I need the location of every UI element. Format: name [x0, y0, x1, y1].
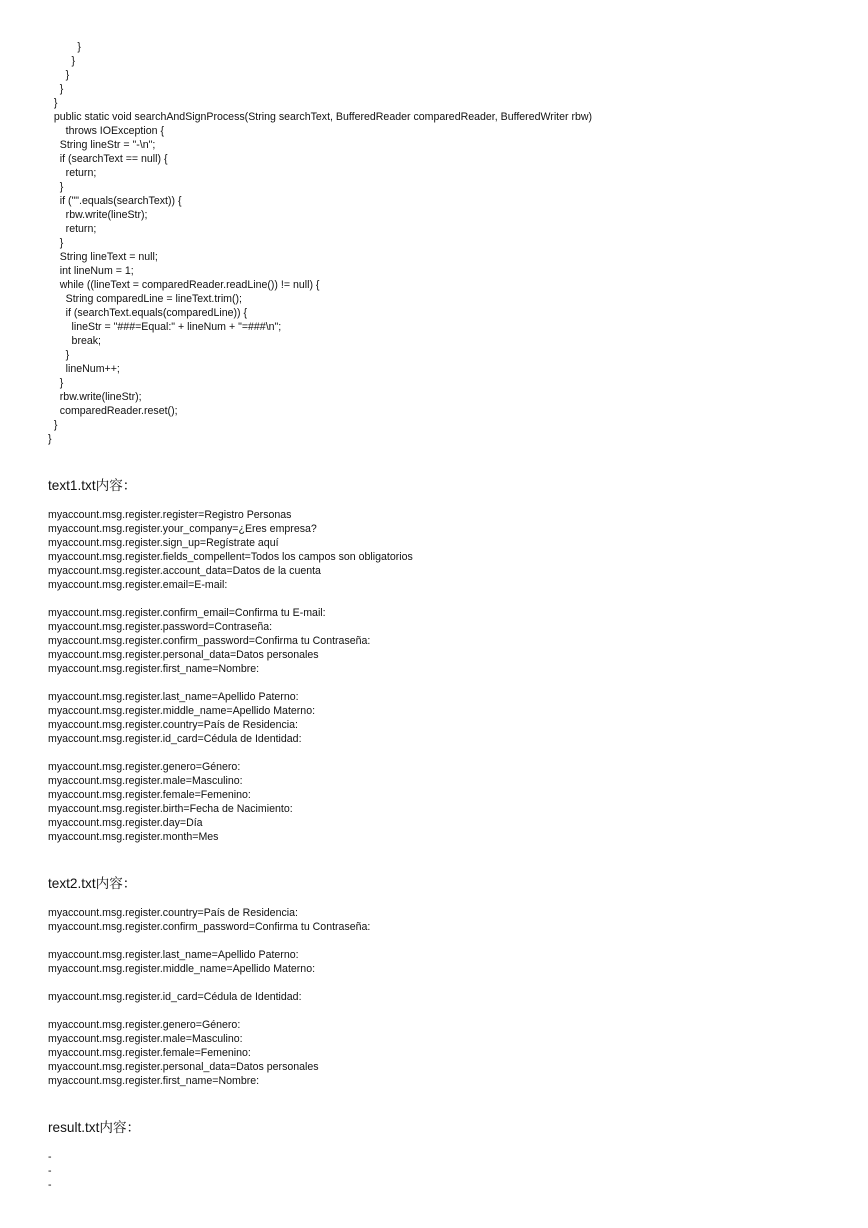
- code-line: public static void searchAndSignProcess(String searchText, BufferedReader comparedReader, BufferedWriter rbw): [48, 111, 593, 123]
- code-line: }: [48, 181, 64, 193]
- code-line: }: [48, 83, 64, 95]
- property-line: -: [48, 1165, 52, 1177]
- code-line: rbw.write(lineStr);: [48, 209, 148, 221]
- code-line: }: [48, 97, 58, 109]
- code-line: while ((lineText = comparedReader.readLine()) != null) {: [48, 279, 320, 291]
- property-line: myaccount.msg.register.middle_name=Apellido Materno:: [48, 963, 316, 975]
- code-line: }: [48, 419, 58, 431]
- code-line: break;: [48, 335, 101, 347]
- code-line: }: [48, 237, 64, 249]
- property-line: myaccount.msg.register.female=Femenino:: [48, 789, 251, 801]
- java-code-block: [48, 40, 848, 446]
- property-line: myaccount.msg.register.male=Masculino:: [48, 1033, 243, 1045]
- section-spacer: [48, 1088, 848, 1119]
- section-spacer: [48, 1137, 848, 1150]
- property-line: myaccount.msg.register.account_data=Datos de la cuenta: [48, 565, 321, 577]
- property-line: myaccount.msg.register.password=Contraseña:: [48, 621, 273, 633]
- section-heading: text1.txt内容：: [48, 478, 137, 493]
- code-line: throws IOException {: [48, 125, 164, 137]
- document-page: [48, 40, 848, 1192]
- code-line: String lineText = null;: [48, 251, 158, 263]
- property-line: myaccount.msg.register.personal_data=Datos personales: [48, 649, 319, 661]
- file-sections: [48, 446, 848, 1192]
- property-line: myaccount.msg.register.birth=Fecha de Nacimiento:: [48, 803, 293, 815]
- code-line: rbw.write(lineStr);: [48, 391, 142, 403]
- property-line: myaccount.msg.register.id_card=Cédula de Identidad:: [48, 991, 302, 1003]
- code-line: if (searchText == null) {: [48, 153, 168, 165]
- property-line: -: [48, 1179, 52, 1191]
- code-line: return;: [48, 223, 97, 235]
- code-line: comparedReader.reset();: [48, 405, 178, 417]
- group-spacer: [48, 676, 848, 690]
- section-spacer: [48, 844, 848, 875]
- section-spacer: [48, 893, 848, 906]
- property-line: myaccount.msg.register.country=País de Residencia:: [48, 907, 298, 919]
- property-line: -: [48, 1151, 52, 1163]
- property-line: myaccount.msg.register.first_name=Nombre:: [48, 1075, 260, 1087]
- code-line: lineNum++;: [48, 363, 120, 375]
- code-line: String lineStr = "-\n";: [48, 139, 156, 151]
- group-spacer: [48, 934, 848, 948]
- property-line: myaccount.msg.register.female=Femenino:: [48, 1047, 251, 1059]
- code-line: String comparedLine = lineText.trim();: [48, 293, 242, 305]
- code-line: }: [48, 377, 64, 389]
- section-heading: text2.txt内容：: [48, 876, 137, 891]
- property-line: myaccount.msg.register.register=Registro Personas: [48, 509, 292, 521]
- property-line: myaccount.msg.register.day=Día: [48, 817, 203, 829]
- property-line: myaccount.msg.register.fields_compellent=Todos los campos son obligatorios: [48, 551, 413, 563]
- code-line: }: [48, 69, 70, 81]
- property-line: myaccount.msg.register.email=E-mail:: [48, 579, 228, 591]
- code-line: int lineNum = 1;: [48, 265, 134, 277]
- property-line: myaccount.msg.register.country=País de Residencia:: [48, 719, 298, 731]
- code-line: if ("".equals(searchText)) {: [48, 195, 182, 207]
- group-spacer: [48, 592, 848, 606]
- property-line: myaccount.msg.register.sign_up=Regístrate aquí: [48, 537, 279, 549]
- code-line: return;: [48, 167, 97, 179]
- property-line: myaccount.msg.register.first_name=Nombre:: [48, 663, 260, 675]
- property-line: myaccount.msg.register.confirm_password=Confirma tu Contraseña:: [48, 635, 371, 647]
- property-line: myaccount.msg.register.your_company=¿Eres empresa?: [48, 523, 317, 535]
- section-spacer: [48, 495, 848, 508]
- property-line: myaccount.msg.register.genero=Género:: [48, 761, 241, 773]
- code-line: }: [48, 349, 70, 361]
- group-spacer: [48, 1004, 848, 1018]
- property-line: myaccount.msg.register.id_card=Cédula de Identidad:: [48, 733, 302, 745]
- property-line: myaccount.msg.register.last_name=Apellido Paterno:: [48, 949, 299, 961]
- property-line: myaccount.msg.register.genero=Género:: [48, 1019, 241, 1031]
- code-line: if (searchText.equals(comparedLine)) {: [48, 307, 248, 319]
- property-line: myaccount.msg.register.month=Mes: [48, 831, 219, 843]
- code-line: }: [48, 55, 76, 67]
- code-line: }: [48, 41, 81, 53]
- property-line: myaccount.msg.register.confirm_email=Confirma tu E-mail:: [48, 607, 326, 619]
- code-line: lineStr = "###=Equal:" + lineNum + "=###\n";: [48, 321, 282, 333]
- section-spacer: [48, 446, 848, 477]
- group-spacer: [48, 746, 848, 760]
- property-line: myaccount.msg.register.last_name=Apellido Paterno:: [48, 691, 299, 703]
- group-spacer: [48, 976, 848, 990]
- property-line: myaccount.msg.register.male=Masculino:: [48, 775, 243, 787]
- property-line: myaccount.msg.register.middle_name=Apellido Materno:: [48, 705, 316, 717]
- code-line: }: [48, 433, 52, 445]
- property-line: myaccount.msg.register.confirm_password=Confirma tu Contraseña:: [48, 921, 371, 933]
- property-line: myaccount.msg.register.personal_data=Datos personales: [48, 1061, 319, 1073]
- section-heading: result.txt内容：: [48, 1120, 141, 1135]
